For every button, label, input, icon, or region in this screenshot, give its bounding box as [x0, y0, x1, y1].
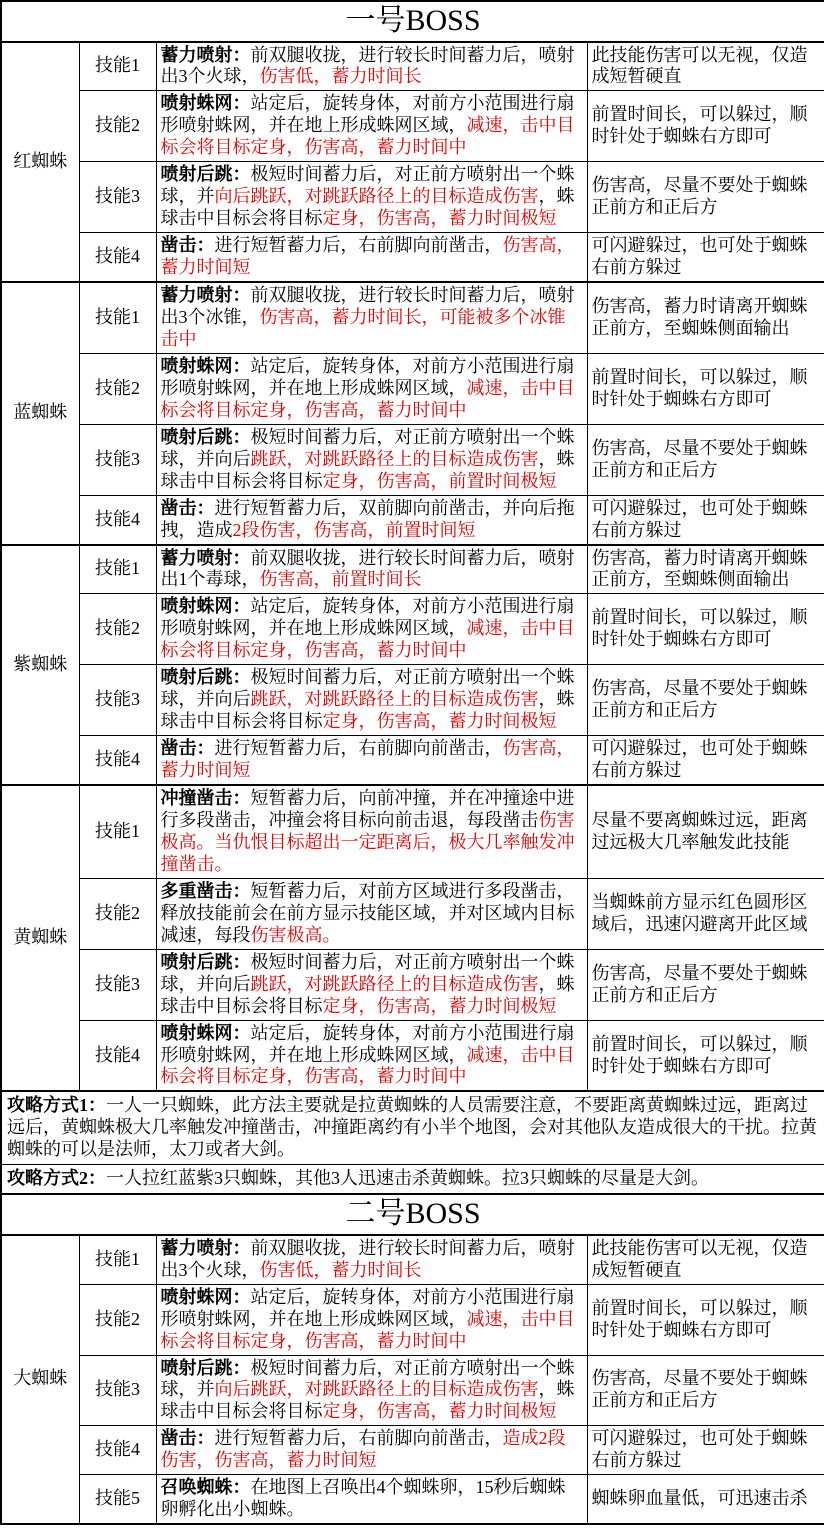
skill-description [156, 495, 587, 544]
skill-row [1, 785, 824, 878]
text-segment: 跳跃，对跳跃路径上的目标造成伤害 [250, 448, 539, 469]
skill-row [1, 91, 824, 162]
text-segment: 站定后，旋转身体，对前方小范围进行扇形喷射蛛网，并在地上形成蛛网区域， [160, 355, 575, 398]
text-segment: 进行短暂蓄力后，双前脚向前凿击，并向后拖拽，造成 [160, 497, 575, 540]
text-segment: 召唤蜘蛛： [160, 1477, 251, 1498]
skill-description [156, 162, 587, 233]
skill-label: 技能1 [79, 545, 156, 594]
text-segment: 凿击： [160, 497, 215, 518]
skill-note: 尽量不要离蜘蛛过远，距离过远极大几率触发此技能 [587, 785, 824, 878]
skill-description [156, 1475, 587, 1524]
text-segment: 一人拉红蓝紫3只蜘蛛，其他3人迅速击杀黄蜘蛛。拉3只蜘蛛的尽量是大剑。 [106, 1168, 709, 1189]
text-segment: 极短时间蓄力后，对正前方喷射出一个蛛球，并 [160, 1357, 575, 1400]
text-segment: 定身，伤害高，蓄力时间极短 [322, 711, 557, 732]
skill-row [1, 1355, 824, 1426]
text-segment: 蓄力喷射： [160, 44, 251, 65]
skill-note: 前置时间长，可以躲过，顺时针处于蜘蛛右方即可 [587, 1284, 824, 1355]
text-segment: 短暂蓄力后，向前冲撞，并在冲撞途中进行多段凿击，冲撞会将目标向前击退，每段凿击 [160, 788, 575, 830]
text-segment: 伤害高，蓄力时间短 [160, 738, 575, 781]
skill-row [1, 495, 824, 544]
boss-title-row [1, 1194, 824, 1235]
skill-note: 可闪避躲过，也可处于蜘蛛右前方躲过 [587, 1426, 824, 1475]
skill-description [156, 665, 587, 736]
skill-description [156, 424, 587, 495]
skill-label: 技能4 [79, 233, 156, 282]
skill-note: 可闪避躲过，也可处于蜘蛛右前方躲过 [587, 495, 824, 544]
skill-label: 技能3 [79, 162, 156, 233]
skill-row [1, 545, 824, 594]
text-segment: 在地图上召唤出4个蜘蛛卵，15秒后蜘蛛卵孵化出小蜘蛛。 [160, 1477, 566, 1520]
skill-label: 技能3 [79, 1355, 156, 1426]
skill-description [156, 594, 587, 665]
spider-name: 红蜘蛛 [1, 42, 79, 283]
text-segment: 站定后，旋转身体，对前方小范围进行扇形喷射蛛网，并在地上形成蛛网区域， [160, 93, 575, 136]
table-body [1, 1, 824, 1524]
skill-note: 当蜘蛛前方显示红色圆形区域后，迅速闪避离开此区域 [587, 878, 824, 949]
text-segment: 喷射蛛网： [160, 93, 251, 114]
text-segment: 喷射蛛网： [160, 1286, 251, 1307]
text-segment: 前双腿收拢，进行较长时间蓄力后，喷射出3个火球， [160, 44, 575, 87]
text-segment: 向后跳跃，对跳跃路径上的目标造成伤害 [214, 186, 539, 207]
text-segment: 冲撞凿击： [160, 788, 251, 809]
skill-row [1, 1426, 824, 1475]
text-segment: 攻略方式2： [7, 1168, 106, 1189]
skill-note: 可闪避躲过，也可处于蜘蛛右前方躲过 [587, 736, 824, 785]
text-segment: 蓄力喷射： [160, 285, 251, 306]
skill-row [1, 162, 824, 233]
text-segment: 进行短暂蓄力后，右前脚向前凿击， [214, 235, 503, 256]
strategy-row [1, 1091, 824, 1164]
skill-note: 伤害高，尽量不要处于蜘蛛正前方和正后方 [587, 665, 824, 736]
skill-note: 伤害高，尽量不要处于蜘蛛正前方和正后方 [587, 949, 824, 1020]
skill-note: 前置时间长，可以躲过，顺时针处于蜘蛛右方即可 [587, 91, 824, 162]
spider-name: 黄蜘蛛 [1, 785, 79, 1091]
skill-label: 技能5 [79, 1475, 156, 1524]
skill-note: 前置时间长，可以躲过，顺时针处于蜘蛛右方即可 [587, 1020, 824, 1091]
skill-description [156, 1020, 587, 1091]
text-segment: 伤害低，蓄力时间长 [259, 66, 422, 87]
text-segment: 伤害高，前置时间长 [259, 569, 422, 590]
skill-description [156, 1355, 587, 1426]
skill-row [1, 353, 824, 424]
text-segment: ，蛛球击中目标会将目标 [160, 448, 575, 491]
skill-note: 蜘蛛卵血量低，可迅速击杀 [587, 1475, 824, 1524]
skill-row [1, 949, 824, 1020]
text-segment: 定身，伤害高，蓄力时间极短 [322, 995, 557, 1016]
text-segment: 跳跃，对跳跃路径上的目标造成伤害 [250, 689, 539, 710]
skill-label: 技能2 [79, 878, 156, 949]
text-segment: 喷射后跳： [160, 1357, 251, 1378]
spider-name: 大蜘蛛 [1, 1235, 79, 1524]
text-segment: 伤害低，蓄力时间长 [259, 1259, 422, 1280]
text-segment: 减速，击中目标会将目标定身，伤害高，蓄力时间中 [160, 1044, 575, 1087]
skill-note: 此技能伤害可以无视，仅造成短暂硬直 [587, 42, 824, 91]
skill-row [1, 594, 824, 665]
skill-note: 伤害高，蓄力时请离开蜘蛛正前方，至蜘蛛侧面输出 [587, 282, 824, 353]
text-segment: 极短时间蓄力后，对正前方喷射出一个蛛球，并向后 [160, 951, 575, 994]
skill-label: 技能3 [79, 665, 156, 736]
text-segment: 站定后，旋转身体，对前方小范围进行扇形喷射蛛网，并在地上形成蛛网区域， [160, 1286, 575, 1329]
spider-name: 紫蜘蛛 [1, 545, 79, 786]
text-segment: 凿击： [160, 1428, 215, 1449]
text-segment: 定身，伤害高，蓄力时间极短 [322, 1401, 557, 1422]
text-segment: 进行短暂蓄力后，右前脚向前凿击， [214, 738, 503, 759]
skill-description [156, 1284, 587, 1355]
skill-description [156, 282, 587, 353]
skill-label: 技能1 [79, 282, 156, 353]
text-segment: 减速，击中目标会将目标定身，伤害高，蓄力时间中 [160, 1308, 575, 1351]
skill-note: 可闪避躲过，也可处于蜘蛛右前方躲过 [587, 233, 824, 282]
text-segment: 凿击： [160, 738, 215, 759]
text-segment: 极短时间蓄力后，对正前方喷射出一个蛛球，并向后 [160, 667, 575, 710]
skill-description [156, 949, 587, 1020]
text-segment: ，蛛球击中目标会将目标 [160, 973, 575, 1016]
text-segment: 2段伤害，伤害高，前置时间短 [232, 519, 476, 540]
text-segment: 定身，伤害高，前置时间极短 [322, 470, 557, 491]
skill-label: 技能2 [79, 353, 156, 424]
text-segment: 减速，击中目标会将目标定身，伤害高，蓄力时间中 [160, 377, 575, 420]
skill-description [156, 233, 587, 282]
skill-row [1, 1020, 824, 1091]
skill-row [1, 282, 824, 353]
skill-label: 技能2 [79, 91, 156, 162]
skill-label: 技能4 [79, 1020, 156, 1091]
text-segment: 向后跳跃，对跳跃路径上的目标造成伤害 [214, 1379, 539, 1400]
text-segment: 伤害极高。当仇恨目标超出一定距离后，极大几率触发冲撞凿击。 [160, 810, 575, 874]
text-segment: ，蛛球击中目标会将目标 [160, 1379, 575, 1422]
skill-note: 伤害高，尽量不要处于蜘蛛正前方和正后方 [587, 424, 824, 495]
strategy-text [1, 1165, 824, 1194]
skill-label: 技能4 [79, 1426, 156, 1475]
skill-description [156, 1235, 587, 1284]
skill-label: 技能1 [79, 1235, 156, 1284]
skill-description [156, 353, 587, 424]
skill-note: 伤害高，尽量不要处于蜘蛛正前方和正后方 [587, 1355, 824, 1426]
text-segment: 喷射后跳： [160, 164, 251, 185]
text-segment: ，蛛球击中目标会将目标 [160, 186, 575, 229]
skill-label: 技能4 [79, 495, 156, 544]
skill-row [1, 1284, 824, 1355]
skill-description [156, 91, 587, 162]
text-segment: 一人一只蜘蛛，此方法主要就是拉黄蜘蛛的人员需要注意，不要距离黄蜘蛛过远，距离过远后，黄蜘蛛极大几率触发冲撞凿击，冲撞距离约有小半个地图，会对其他队友造成很大的干扰。拉黄蜘蛛的可以是法师，太刀或者大剑。 [7, 1095, 817, 1160]
skill-description [156, 736, 587, 785]
skill-note: 前置时间长，可以躲过，顺时针处于蜘蛛右方即可 [587, 594, 824, 665]
text-segment: 伤害高，蓄力时间长，可能被多个冰锥击中 [160, 306, 566, 349]
text-segment: 喷射后跳： [160, 426, 251, 447]
skill-label: 技能1 [79, 42, 156, 91]
spider-name: 蓝蜘蛛 [1, 282, 79, 544]
skill-row [1, 424, 824, 495]
text-segment: 喷射蛛网： [160, 1022, 251, 1043]
skill-label: 技能1 [79, 785, 156, 878]
text-segment: 前双腿收拢，进行较长时间蓄力后，喷射出3个火球， [160, 1237, 575, 1280]
skill-label: 技能2 [79, 594, 156, 665]
text-segment: 极短时间蓄力后，对正前方喷射出一个蛛球，并向后 [160, 426, 575, 469]
text-segment: 攻略方式1： [7, 1095, 106, 1116]
text-segment: 凿击： [160, 235, 215, 256]
skill-note: 此技能伤害可以无视，仅造成短暂硬直 [587, 1235, 824, 1284]
text-segment: ，蛛球击中目标会将目标 [160, 689, 575, 732]
text-segment: 造成2段伤害，伤害高，蓄力时间短 [160, 1428, 566, 1471]
boss-title-row [1, 1, 824, 42]
text-segment: 伤害高，蓄力时间短 [160, 235, 575, 278]
boss-title: 一号BOSS [1, 1, 824, 42]
text-segment: 蓄力喷射： [160, 547, 251, 568]
skill-note: 前置时间长，可以躲过，顺时针处于蜘蛛右方即可 [587, 353, 824, 424]
skill-note: 伤害高，尽量不要处于蜘蛛正前方和正后方 [587, 162, 824, 233]
skill-row [1, 665, 824, 736]
text-segment: 前双腿收拢，进行较长时间蓄力后，喷射出1个毒球， [160, 547, 575, 590]
text-segment: 进行短暂蓄力后，右前脚向前凿击， [214, 1428, 503, 1449]
text-segment: 定身，伤害高，蓄力时间极短 [322, 208, 557, 229]
text-segment: 极短时间蓄力后，对正前方喷射出一个蛛球，并 [160, 164, 575, 207]
text-segment: 多重凿击： [160, 880, 251, 901]
skill-row [1, 233, 824, 282]
text-segment: 短暂蓄力后，对前方区域进行多段凿击，释放技能前会在前方显示技能区域，并对区域内目标减速，每段 [160, 880, 575, 945]
skill-label: 技能2 [79, 1284, 156, 1355]
text-segment: 前双腿收拢，进行较长时间蓄力后，喷射出3个冰锥， [160, 285, 575, 327]
skill-description [156, 878, 587, 949]
text-segment: 站定后，旋转身体，对前方小范围进行扇形喷射蛛网，并在地上形成蛛网区域， [160, 1022, 575, 1065]
skill-description [156, 785, 587, 878]
text-segment: 伤害极高。 [250, 924, 341, 945]
skill-label: 技能3 [79, 424, 156, 495]
strategy-row [1, 1165, 824, 1194]
skill-label: 技能3 [79, 949, 156, 1020]
text-segment: 减速，击中目标会将目标定身，伤害高，蓄力时间中 [160, 618, 575, 661]
text-segment: 跳跃，对跳跃路径上的目标造成伤害 [250, 973, 539, 994]
skill-label: 技能4 [79, 736, 156, 785]
skill-row [1, 42, 824, 91]
skill-note: 伤害高，蓄力时请离开蜘蛛正前方，至蜘蛛侧面输出 [587, 545, 824, 594]
text-segment: 喷射后跳： [160, 951, 251, 972]
strategy-text [1, 1091, 824, 1164]
skill-row [1, 878, 824, 949]
skill-row [1, 1235, 824, 1284]
text-segment: 减速，击中目标会将目标定身，伤害高，蓄力时间中 [160, 115, 575, 158]
text-segment: 喷射蛛网： [160, 596, 251, 617]
skill-description [156, 545, 587, 594]
text-segment: 喷射后跳： [160, 667, 251, 688]
boss-title: 二号BOSS [1, 1194, 824, 1235]
text-segment: 蓄力喷射： [160, 1237, 251, 1258]
text-segment: 喷射蛛网： [160, 355, 251, 376]
skill-row [1, 1475, 824, 1524]
skill-row [1, 736, 824, 785]
skill-description [156, 42, 587, 91]
skill-description [156, 1426, 587, 1475]
text-segment: 站定后，旋转身体，对前方小范围进行扇形喷射蛛网，并在地上形成蛛网区域， [160, 596, 575, 639]
